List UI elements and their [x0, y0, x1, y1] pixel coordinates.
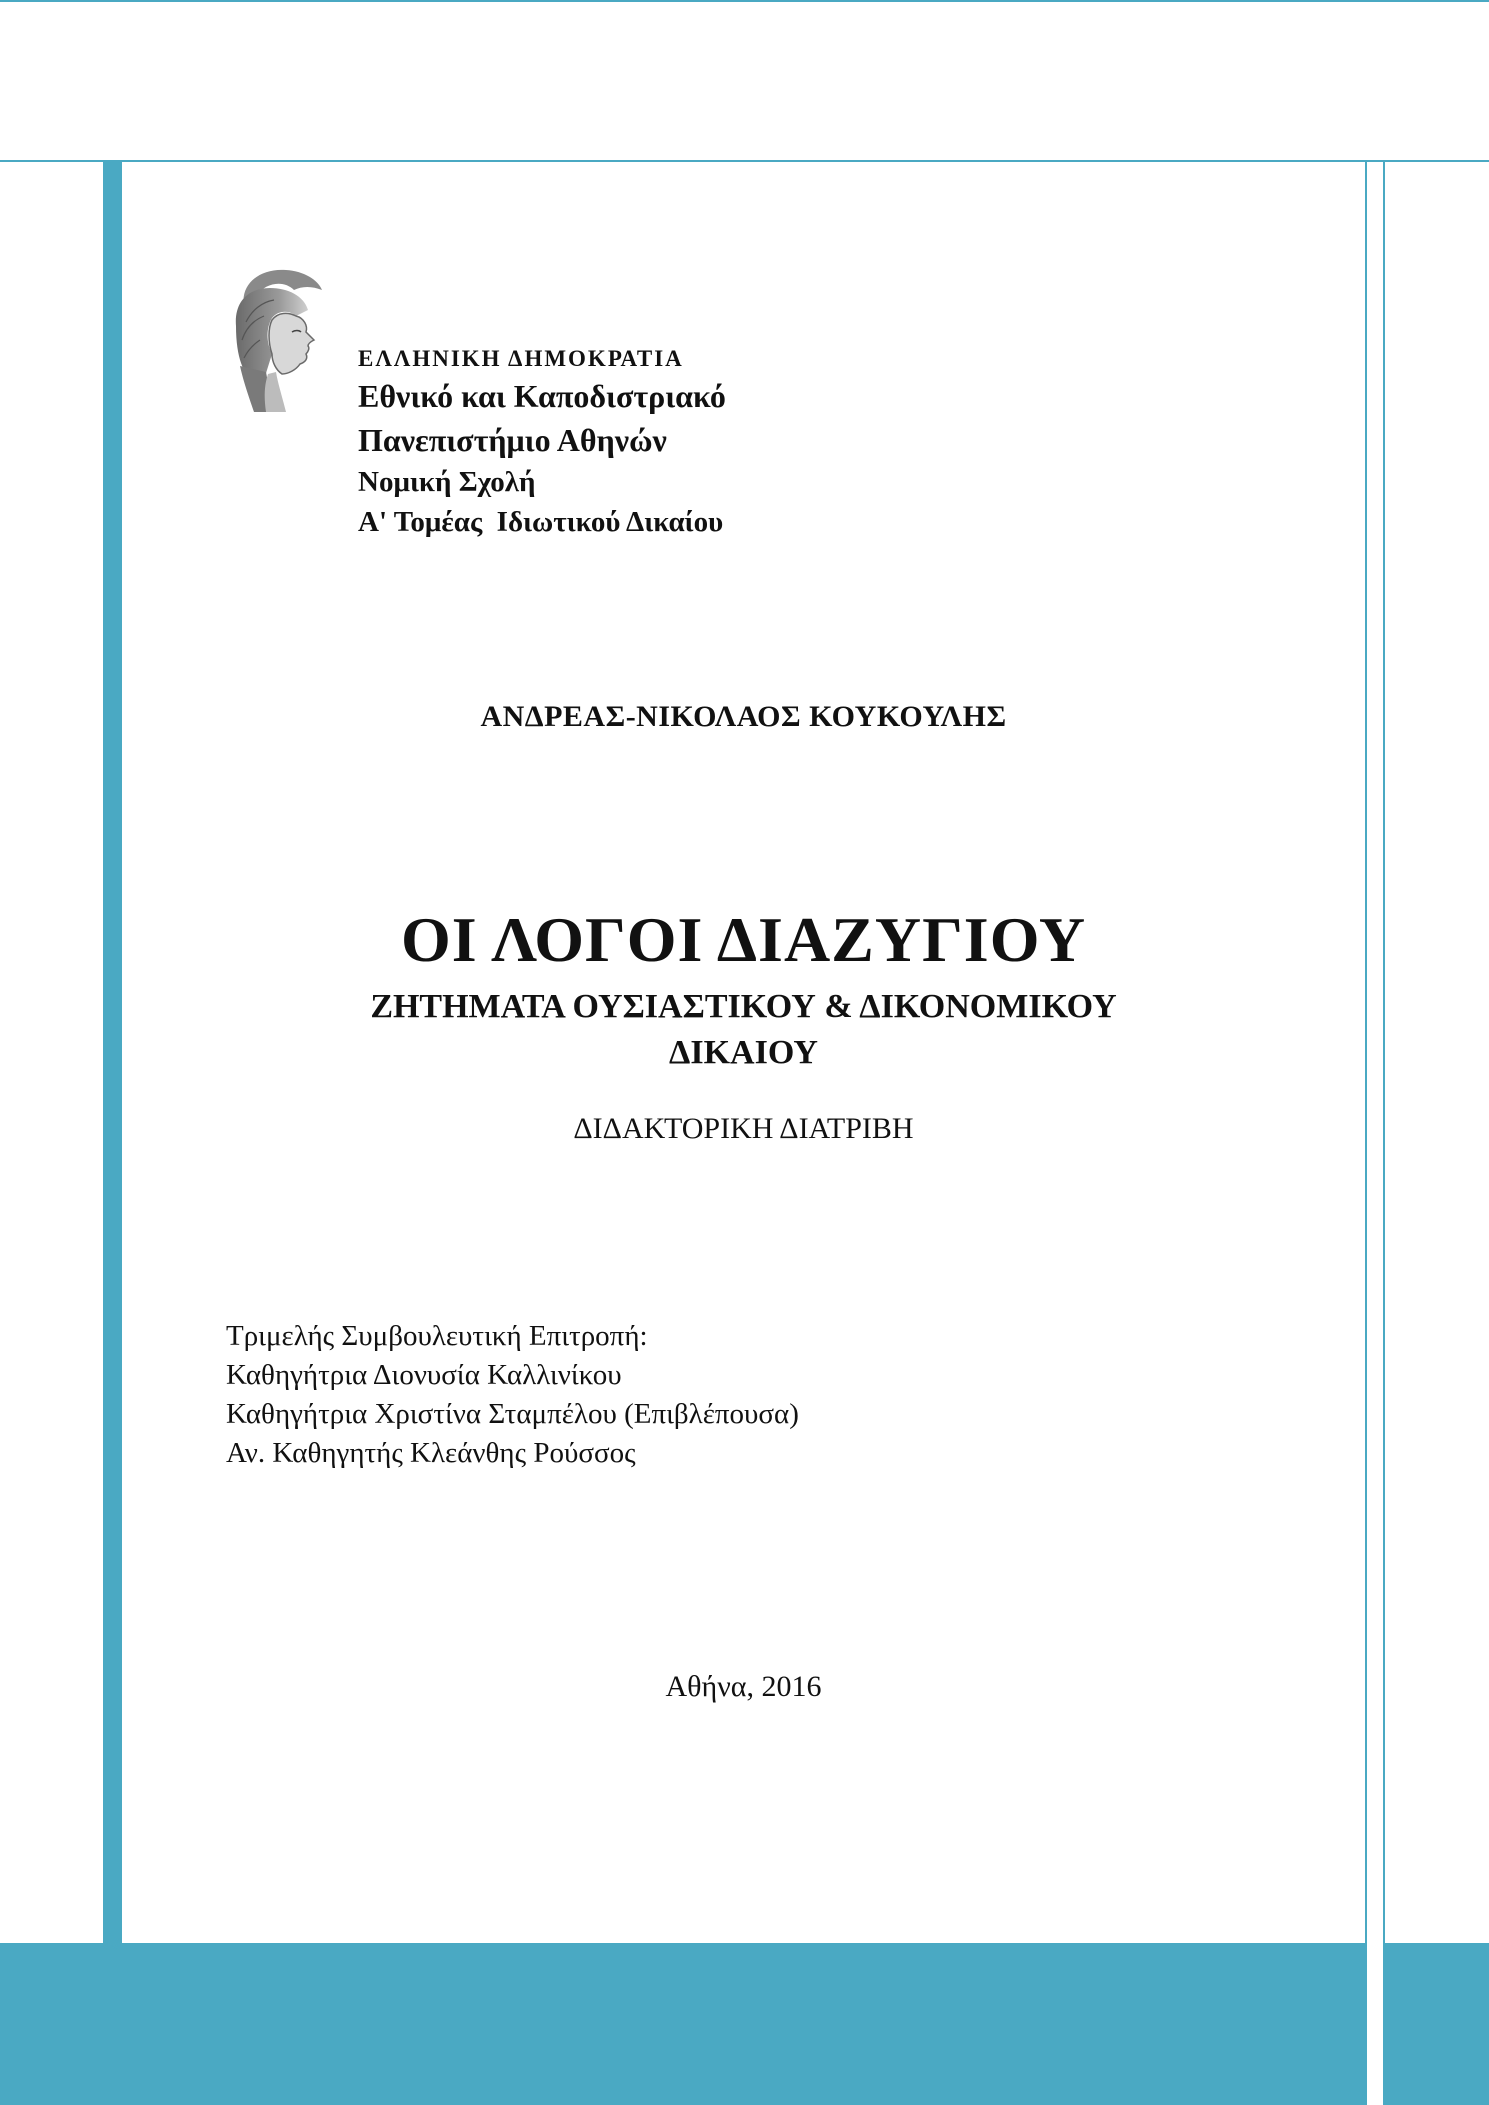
committee-member: Καθηγήτρια Χριστίνα Σταμπέλου (Επιβλέπουσα)	[226, 1398, 799, 1430]
committee-heading: Τριμελής Συμβουλευτική Επιτροπή:	[226, 1320, 648, 1352]
right-border-line-outer	[1383, 160, 1385, 2105]
author-name: ΑΝΔΡΕΑΣ-ΝΙΚΟΛΑΟΣ ΚΟΥΚΟΥΛΗΣ	[480, 700, 1007, 733]
department-name: Α' Τομέας Ιδιωτικού Δικαίου	[358, 506, 724, 538]
committee-block	[226, 1317, 799, 1473]
bottom-border-band	[0, 1943, 1489, 2105]
school-name: Νομική Σχολή	[358, 466, 536, 498]
university-name-line1: Εθνικό και Καποδιστριακό	[358, 378, 726, 414]
committee-member: Καθηγήτρια Διονυσία Καλλινίκου	[226, 1359, 622, 1391]
top-border-line	[0, 0, 1489, 2]
thesis-subtitle-line1: ΖΗΤΗΜΑΤΑ ΟΥΣΙΑΣΤΙΚΟΥ & ΔΙΚΟΝΟΜΙΚΟΥ	[370, 988, 1117, 1025]
right-border-line-inner	[1365, 160, 1367, 2105]
document-type: ΔΙΔΑΚΤΟΡΙΚΗ ΔΙΑΤΡΙΒΗ	[573, 1112, 914, 1145]
header-border-line	[0, 160, 1489, 162]
thesis-subtitle	[122, 984, 1365, 1076]
committee-member: Αν. Καθηγητής Κλεάνθης Ρούσσος	[226, 1437, 636, 1469]
thesis-subtitle-line2: ΔΙΚΑΙΟΥ	[669, 1034, 818, 1071]
institution-block	[358, 344, 726, 542]
left-border-bar	[103, 160, 122, 2105]
republic-label: ΕΛΛΗΝΙΚΗ ΔΗΜΟΚΡΑΤΙΑ	[358, 346, 684, 371]
athena-head-emblem-icon	[226, 266, 326, 414]
place-date: Αθήνα, 2016	[665, 1670, 822, 1703]
thesis-title: ΟΙ ΛΟΓΟΙ ΔΙΑΖΥΓΙΟΥ	[400, 904, 1087, 975]
bottom-band-gap	[1367, 1943, 1383, 2105]
university-name-line2: Πανεπιστήμιο Αθηνών	[358, 422, 667, 458]
